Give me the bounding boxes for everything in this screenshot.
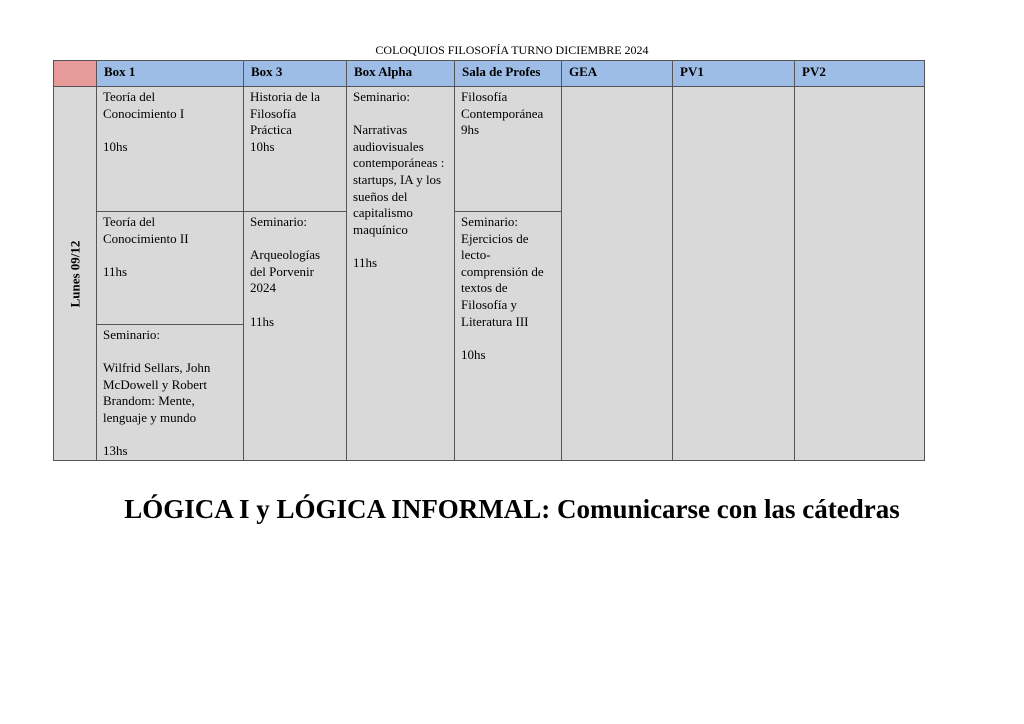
schedule-table: [53, 60, 925, 461]
column-header-sala-de-profes: Sala de Profes: [455, 61, 562, 87]
column-header-pv2: PV2: [795, 61, 925, 87]
column-header-box-1: Box 1: [97, 61, 244, 87]
day-label-cell: [54, 87, 97, 461]
table-corner-cell: [54, 61, 97, 87]
sala-slot-2: Seminario: Ejercicios de lecto-comprensión de textos de Filosofía y Literatura III 10hs: [455, 212, 562, 461]
day-label: Lunes 09/12: [67, 240, 83, 307]
box3-slot-1: Historia de la Filosofía Práctica 10hs: [244, 87, 347, 212]
column-header-gea: GEA: [562, 61, 673, 87]
box3-slot-2: Seminario: Arqueologías del Porvenir 2024 11hs: [244, 212, 347, 461]
column-header-box-3: Box 3: [244, 61, 347, 87]
column-header-pv1: PV1: [673, 61, 795, 87]
pv1-empty-cell: [673, 87, 795, 461]
gea-empty-cell: [562, 87, 673, 461]
schedule-title: COLOQUIOS FILOSOFÍA TURNO DICIEMBRE 2024: [375, 43, 649, 57]
pv2-empty-cell: [795, 87, 925, 461]
box1-slot-1: Teoría del Conocimiento I 10hs: [97, 87, 244, 212]
sala-slot-1: Filosofía Contemporánea 9hs: [455, 87, 562, 212]
box1-slot-2: Teoría del Conocimiento II 11hs: [97, 212, 244, 325]
box-alpha-slot: Seminario: Narrativas audiovisuales contemporáneas : startups, IA y los sueños del capitalismo maquínico 11hs: [347, 87, 455, 461]
column-header-box-alpha: Box Alpha: [347, 61, 455, 87]
box1-slot-3: Seminario: Wilfrid Sellars, John McDowell y Robert Brandom: Mente, lenguaje y mundo 13hs: [97, 325, 244, 461]
logic-notice: LÓGICA I y LÓGICA INFORMAL: Comunicarse con las cátedras: [124, 494, 900, 524]
